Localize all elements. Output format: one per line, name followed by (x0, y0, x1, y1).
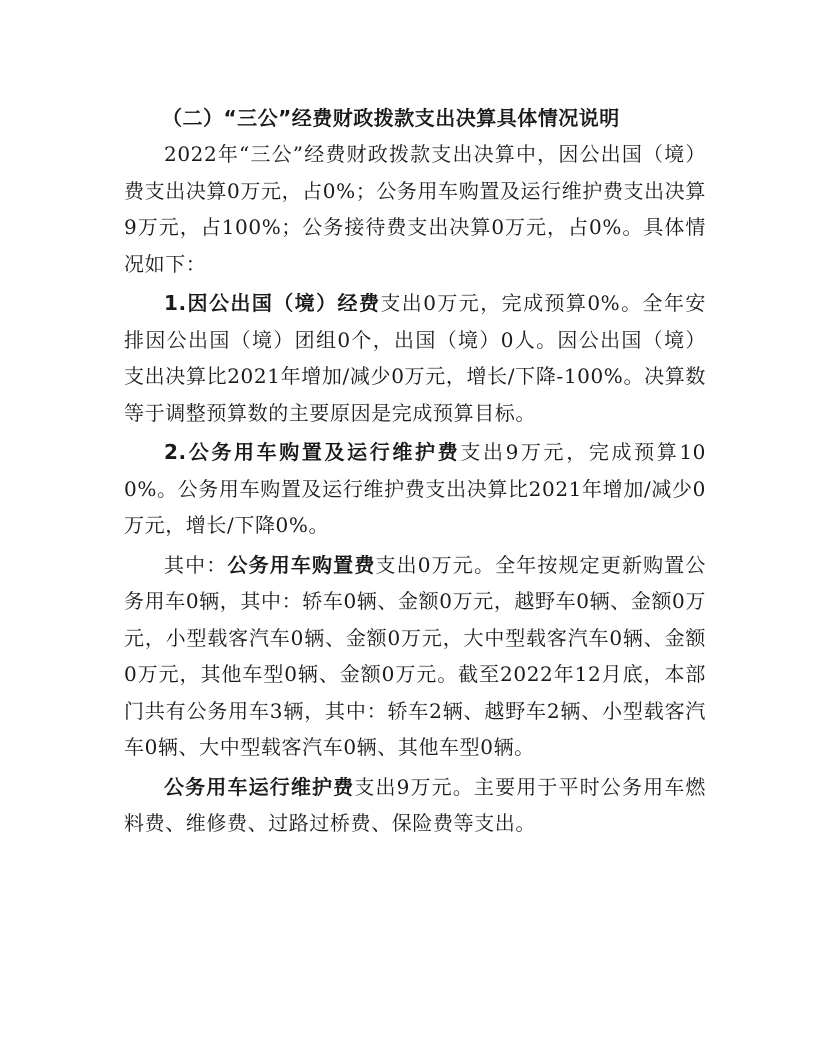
paragraph-text: 支出9万元，完成预算100%。公务用车购置及运行维护费支出决算比2021年增加/减少0万元，增长/下降0%。 (124, 440, 706, 537)
paragraph-vehicle-maintenance (124, 769, 706, 842)
paragraph-text: 支出0万元，完成预算0%。全年安排因公出国（境）团组0个，出国（境）0人。因公出国（境）支出决算比2021年增加/减少0万元，增长/下降-100%。决算数等于调整预算数的主要原因是完成预算目标。 (124, 291, 706, 425)
paragraph-text: 2022年“三公”经费财政拨款支出决算中，因公出国（境）费支出决算0万元，占0%；公务用车购置及运行维护费支出决算9万元，占100%；公务接待费支出决算0万元，占0%。具体情况如下： (124, 142, 706, 276)
paragraph-lead: 公务用车运行维护费 (164, 774, 355, 799)
paragraph-summary (124, 136, 706, 282)
paragraph-prefix: 其中： (164, 552, 228, 577)
document-body (124, 100, 706, 842)
paragraph-lead: 公务用车购置费 (227, 552, 376, 577)
paragraph-lead: 1.因公出国（境）经费 (164, 291, 381, 315)
paragraph-text: 支出9万元。主要用于平时公务用车燃料费、维修费、过路过桥费、保险费等支出。 (124, 774, 706, 835)
section-heading: （二）“三公”经费财政拨款支出决算具体情况说明 (162, 106, 620, 130)
paragraph-vehicles (124, 434, 706, 544)
paragraph-text: 支出0万元。全年按规定更新购置公务用车0辆，其中：轿车0辆、金额0万元，越野车0辆、金额0万元，小型载客汽车0辆、金额0万元，大中型载客汽车0辆、金额0万元，其他车型0辆、金额0万元。截至2022年12月底，本部门共有公务用车3辆，其中：轿车2辆、越野车2辆、小型载客汽车0辆、大中型载客汽车0辆、其他车型0辆。 (124, 552, 707, 759)
paragraph-lead: 2.公务用车购置及运行维护费 (164, 440, 461, 464)
paragraph-vehicle-purchase (124, 547, 706, 766)
paragraph-overseas (124, 285, 706, 431)
